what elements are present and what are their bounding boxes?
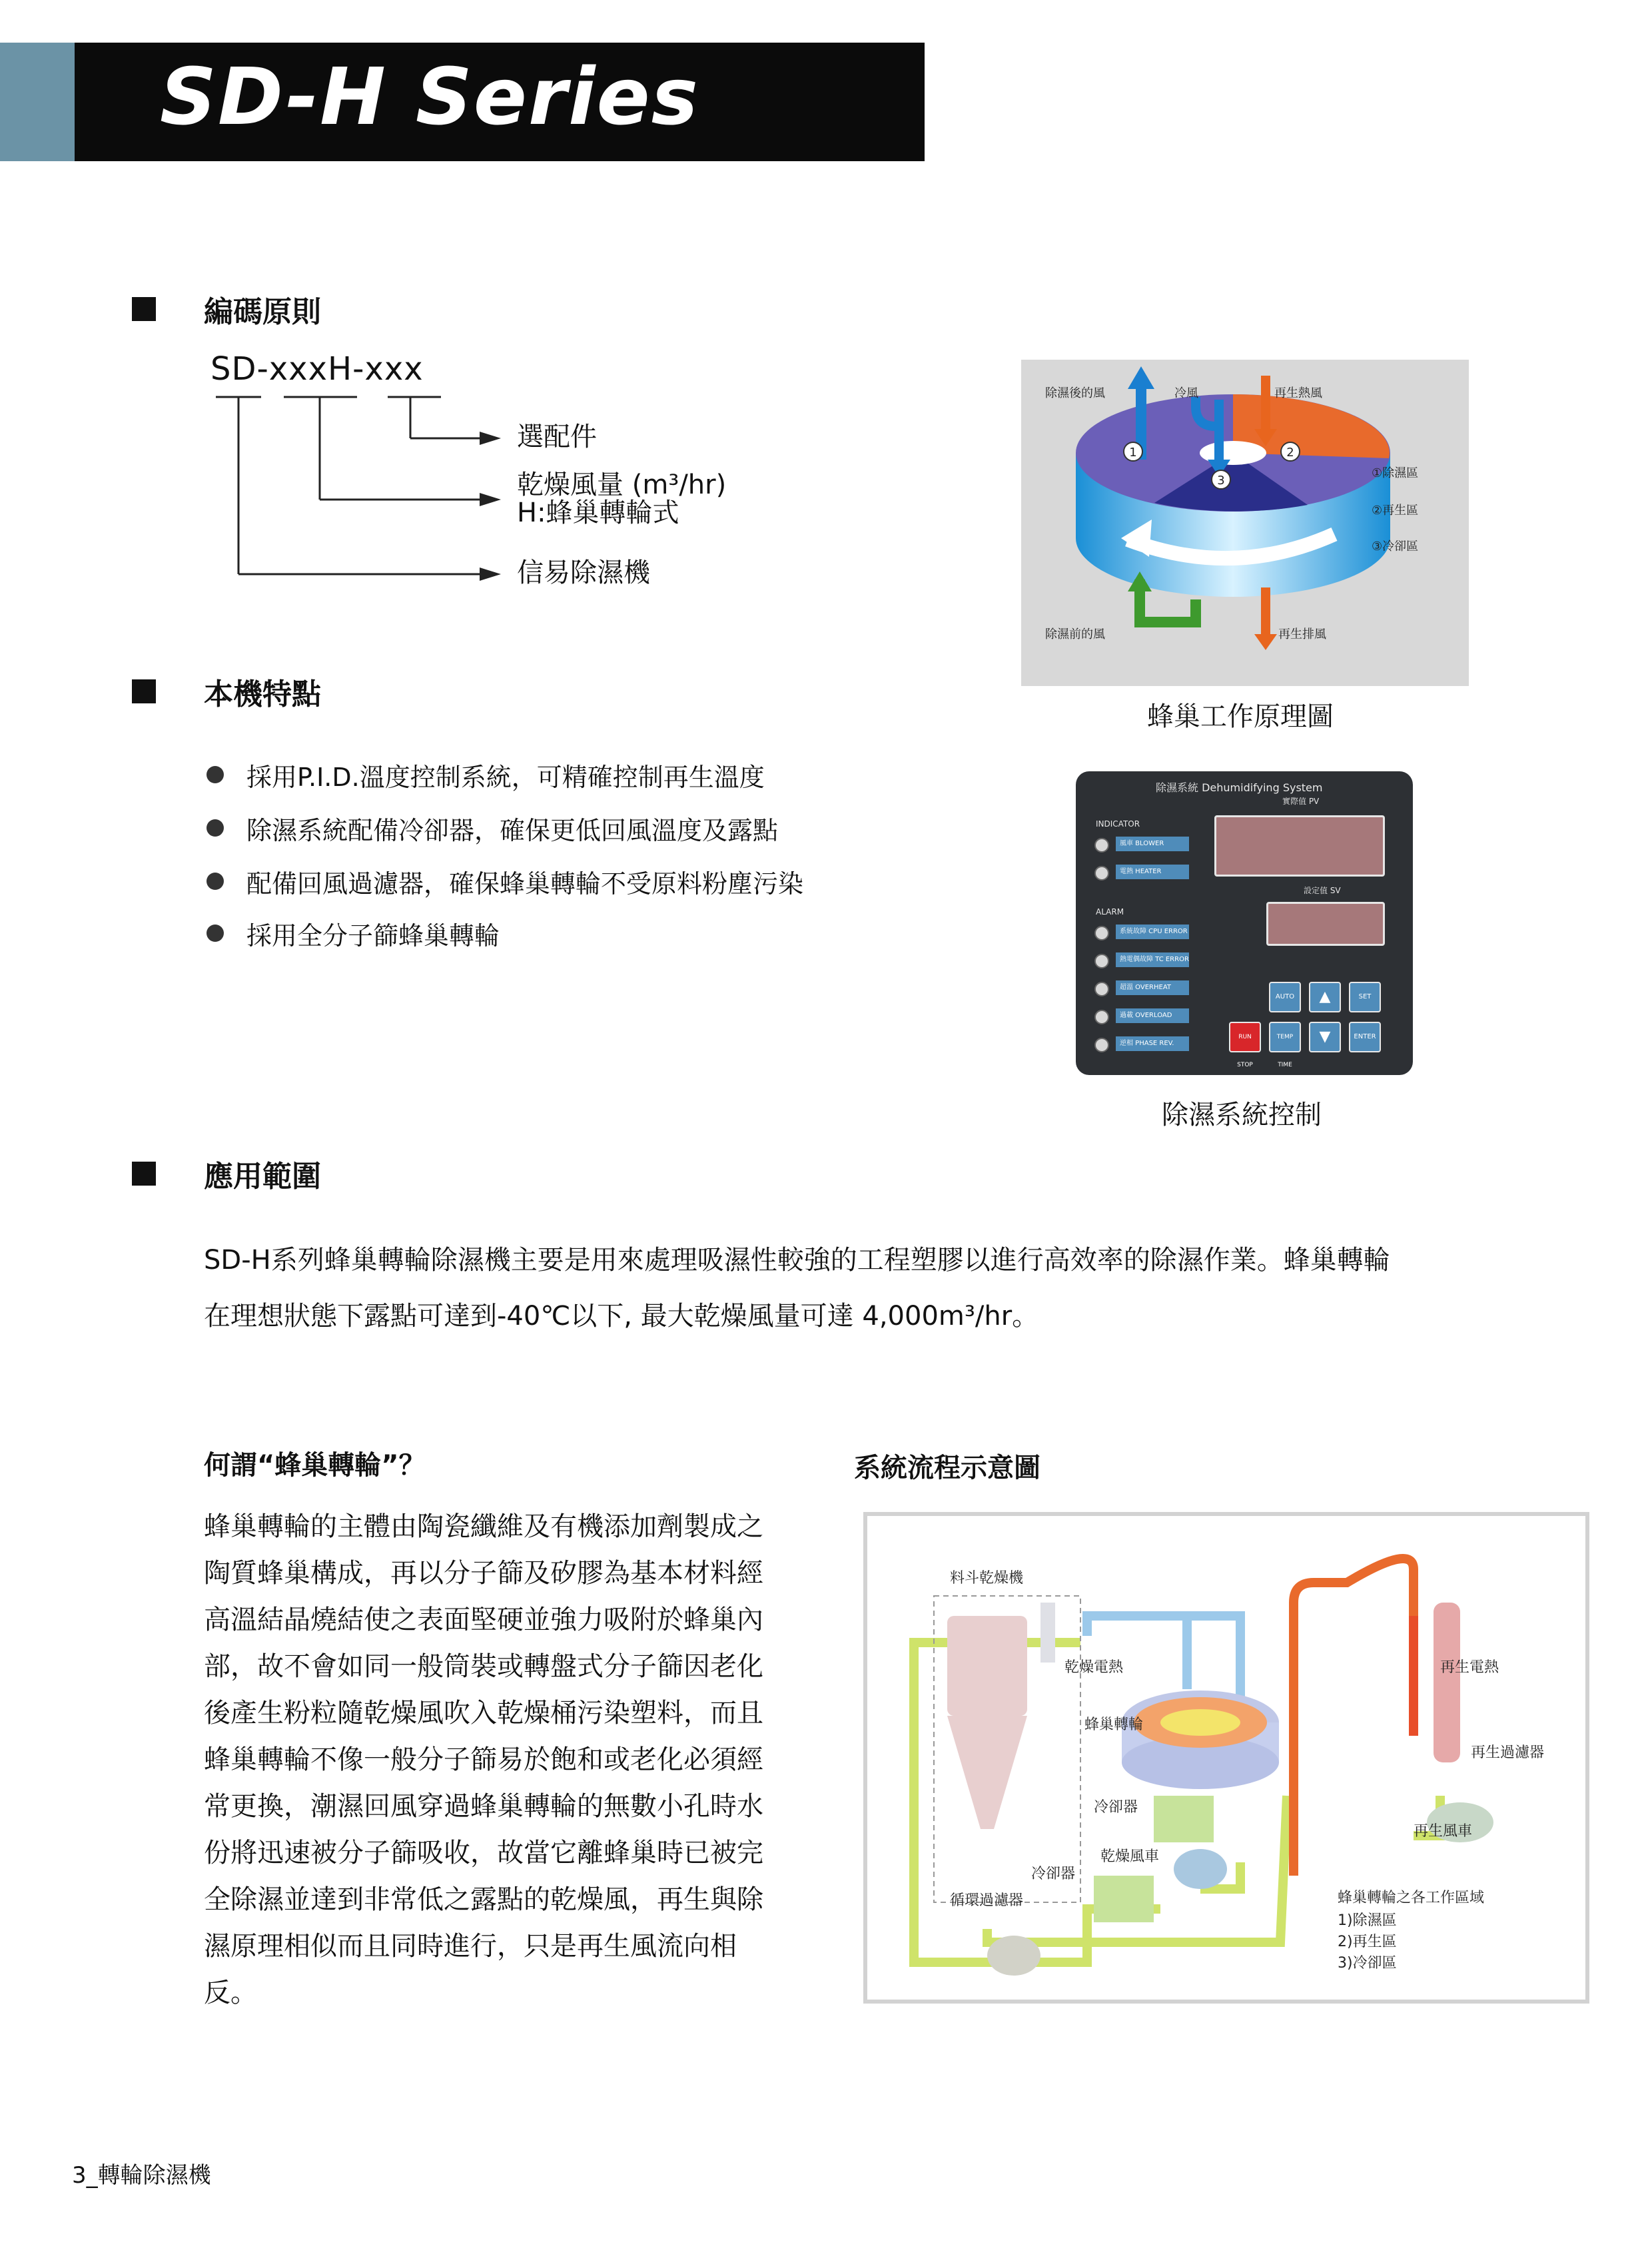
application-line: SD-H系列蜂巢轉輪除濕機主要是用來處理吸濕性較強的工程塑膠以進行高效率的除濕作業。蜂巢轉輪 (204, 1245, 1390, 1276)
header-accent-bar (0, 43, 75, 161)
pv-label: 實際值 PV (1282, 797, 1320, 806)
features-heading: 本機特點 (204, 677, 321, 711)
section-marker (132, 297, 156, 321)
down-key: ▼ (1309, 1022, 1341, 1052)
zone-number-2: 2 (1286, 446, 1294, 460)
alarm-tag: 超溫 OVERHEAT (1116, 980, 1189, 995)
led-icon (1094, 1010, 1109, 1024)
label-regen-exhaust: 再生排風 (1278, 627, 1326, 641)
label-dry-heater: 乾燥電熱 (1064, 1659, 1124, 1676)
run-stop-key: RUN STOP (1229, 1022, 1261, 1052)
body-line: 常更換，潮濕回風穿過蜂巢轉輪的無數小孔時水 (204, 1791, 763, 1822)
zone-number-1: 1 (1129, 446, 1137, 460)
code-options: xxx (364, 350, 424, 388)
alarm-tag: 過載 OVERLOAD (1116, 1008, 1189, 1023)
indicator-tag: 風車 BLOWER (1116, 837, 1189, 851)
label-hopper-dryer: 料斗乾燥機 (950, 1570, 1024, 1587)
zone-number-3: 3 (1217, 474, 1225, 488)
alarm-label: ALARM (1096, 907, 1124, 917)
body-line: 高溫結晶燒結使之表面堅硬並強力吸附於蜂巢內 (204, 1605, 763, 1635)
led-icon (1094, 1038, 1109, 1052)
section-marker (132, 1162, 156, 1186)
body-line: 陶質蜂巢構成，再以分子篩及矽膠為基本材料經 (204, 1558, 763, 1589)
code-airflow: xxxH (268, 350, 353, 388)
body-line: 蜂巢轉輪不像一般分子篩易於飽和或老化必須經 (204, 1744, 763, 1775)
body-line: 全除濕並達到非常低之露點的乾燥風，再生與除 (204, 1884, 763, 1915)
code-rotor-label: H:蜂巢轉輪式 (517, 498, 679, 528)
led-icon (1094, 838, 1109, 853)
bullet-icon (206, 819, 224, 837)
sv-display (1266, 902, 1385, 946)
body-line: 部，故不會如同一般筒裝或轉盤式分子篩因老化 (204, 1651, 763, 1682)
auto-key: AUTO (1269, 982, 1301, 1012)
label-return-filter: 循環過濾器 (950, 1892, 1024, 1909)
code-prefix: SD (210, 350, 257, 388)
code-bracket-lines (200, 386, 520, 586)
led-icon (1094, 866, 1109, 881)
label-rotor: 蜂巢轉輪 (1084, 1716, 1144, 1733)
page-footer: 3_轉輪除濕機 (72, 2162, 211, 2189)
label-dry-blower: 乾燥風車 (1100, 1848, 1160, 1865)
zones-title: 蜂巢轉輪之各工作區域 (1338, 1890, 1485, 1906)
led-icon (1094, 926, 1109, 940)
label-regen-filter: 再生過濾器 (1471, 1744, 1545, 1761)
alarm-tag: 熱電偶故障 TC ERROR (1116, 952, 1189, 967)
section-marker (132, 679, 156, 703)
pv-display (1214, 815, 1385, 877)
label-wet-in: 除濕前的風 (1045, 627, 1105, 641)
zone-item: 2)再生區 (1338, 1934, 1397, 1950)
code-airflow-label: 乾燥風量 (m³/hr) (517, 470, 727, 500)
flow-diagram (863, 1512, 1589, 2004)
set-key: SET (1349, 982, 1381, 1012)
up-key: ▲ (1309, 982, 1341, 1012)
control-panel-caption: 除濕系統控制 (1162, 1100, 1322, 1130)
alarm-tag: 系統故障 CPU ERROR (1116, 925, 1189, 939)
body-line: 蜂巢轉輪的主體由陶瓷纖維及有機添加劑製成之 (204, 1511, 763, 1542)
honeycomb-diagram (1021, 360, 1469, 686)
coding-heading: 編碼原則 (204, 295, 321, 329)
label-regen-heater: 再生電熱 (1440, 1659, 1499, 1676)
panel-title: 除濕系統 Dehumidifying System (1156, 781, 1323, 794)
code-options-label: 選配件 (517, 422, 597, 452)
feature-item: 配備回風過濾器，確保蜂巢轉輪不受原料粉塵污染 (246, 869, 804, 899)
bullet-icon (206, 925, 224, 942)
zone-cooling: ③冷卻區 (1372, 540, 1419, 554)
zone-item: 3)冷卻區 (1338, 1955, 1397, 1972)
label-dry-out: 除濕後的風 (1045, 386, 1105, 400)
application-line: 在理想狀態下露點可達到-40℃以下, 最大乾燥風量可達 4,000m³/hr。 (204, 1301, 1039, 1331)
flow-diagram-heading: 系統流程示意圖 (854, 1453, 1040, 1483)
label-cold-air: 冷風 (1174, 386, 1198, 400)
label-regen-blower: 再生風車 (1414, 1823, 1473, 1840)
zone-dehumid: ①除濕區 (1372, 466, 1419, 480)
temp-time-key: TEMP TIME (1269, 1022, 1301, 1052)
led-icon (1094, 982, 1109, 996)
indicator-tag: 電熱 HEATER (1116, 865, 1189, 879)
indicator-label: INDICATOR (1096, 819, 1140, 829)
body-line: 濕原理相似而且同時進行，只是再生風流向相 (204, 1931, 737, 1962)
body-line: 反。 (204, 1978, 257, 2008)
control-panel-image (1076, 771, 1413, 1075)
honeycomb-caption: 蜂巢工作原理圖 (1147, 701, 1334, 732)
body-line: 後產生粉粒隨乾燥風吹入乾燥桶污染塑料，而且 (204, 1698, 763, 1728)
enter-key: ENTER (1349, 1022, 1381, 1052)
application-heading: 應用範圍 (204, 1160, 321, 1194)
feature-item: 採用全分子篩蜂巢轉輪 (246, 921, 500, 950)
page-title: SD-H Series (160, 51, 699, 143)
what-is-heading: 何謂“蜂巢轉輪”？ (204, 1450, 426, 1481)
model-code: SD-xxxH-xxx (210, 350, 424, 388)
body-line: 份將迅速被分子篩吸收，故當它離蜂巢時已被完 (204, 1838, 763, 1868)
alarm-tag: 逆相 PHASE REV. (1116, 1036, 1189, 1051)
feature-item: 除濕系統配備冷卻器，確保更低回風溫度及露點 (246, 816, 779, 845)
led-icon (1094, 954, 1109, 968)
label-cooler-2: 冷卻器 (1031, 1866, 1076, 1882)
sv-label: 設定值 SV (1304, 886, 1341, 895)
feature-item: 採用P.I.D.溫度控制系統，可精確控制再生溫度 (246, 763, 765, 792)
zone-regen: ②再生區 (1372, 504, 1419, 518)
zone-item: 1)除濕區 (1338, 1912, 1397, 1929)
bullet-icon (206, 766, 224, 783)
label-regen-hot: 再生熱風 (1274, 386, 1322, 400)
code-brand-label: 信易除濕機 (517, 558, 650, 588)
label-cooler-1: 冷卻器 (1094, 1799, 1138, 1816)
bullet-icon (206, 873, 224, 890)
